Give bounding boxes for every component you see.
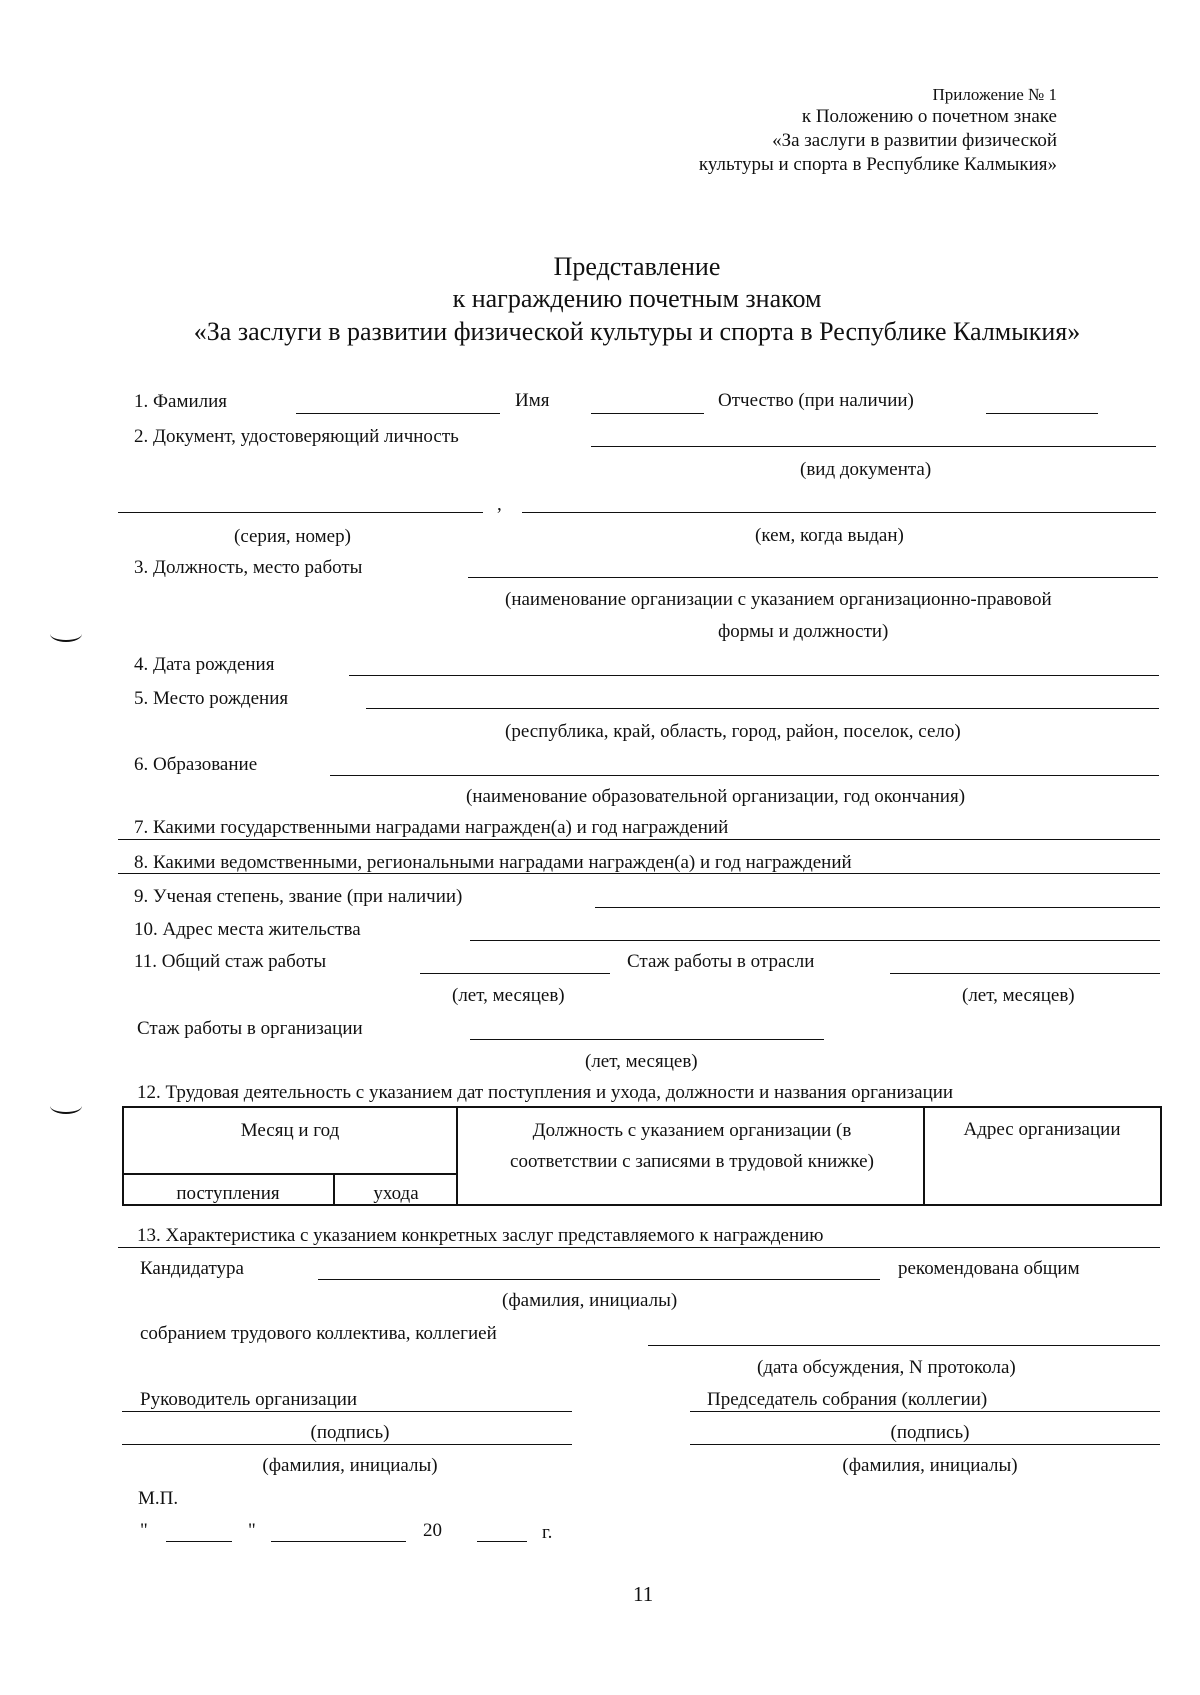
identity-document-label: 2. Документ, удостоверяющий личность [134, 426, 459, 447]
surname-label: 1. Фамилия [134, 391, 228, 412]
head-signature-field[interactable] [122, 1444, 572, 1445]
state-awards-field[interactable] [118, 839, 1160, 840]
recommended-label: рекомендована общим [898, 1258, 1080, 1279]
position-hint-line-2: формы и должности) [718, 621, 889, 642]
education-field[interactable] [330, 775, 1159, 776]
education-label: 6. Образование [134, 754, 258, 775]
margin-mark-icon [50, 626, 82, 642]
chairman-label: Председатель собрания (коллегии) [707, 1389, 988, 1410]
document-title: Представление [553, 252, 721, 281]
series-number-field[interactable] [118, 512, 483, 513]
chairman-name-field[interactable] [690, 1411, 1160, 1412]
appendix-line-3: «За заслуги в развитии физической [772, 130, 1057, 151]
document-type-hint: (вид документа) [800, 459, 932, 480]
organization-experience-field[interactable] [470, 1039, 824, 1040]
candidacy-hint: (фамилия, инициалы) [502, 1290, 678, 1311]
document-subtitle: к награждению почетным знаком [452, 284, 822, 313]
academic-degree-field[interactable] [595, 907, 1160, 908]
organization-experience-label: Стаж работы в организации [137, 1018, 363, 1039]
residence-address-field[interactable] [470, 940, 1160, 941]
total-experience-label: 11. Общий стаж работы [134, 951, 327, 972]
surname-field[interactable] [296, 413, 500, 414]
birth-place-field[interactable] [366, 708, 1159, 709]
name-field[interactable] [591, 413, 704, 414]
department-awards-field[interactable] [118, 873, 1160, 874]
date-year-prefix: 20 [423, 1520, 442, 1541]
chairman-fio-hint: (фамилия, инициалы) [842, 1455, 1018, 1476]
date-month-field[interactable] [271, 1541, 406, 1542]
academic-degree-label: 9. Ученая степень, звание (при наличии) [134, 886, 463, 907]
margin-mark-icon [50, 1098, 82, 1114]
date-day-field[interactable] [166, 1541, 232, 1542]
head-name-field[interactable] [122, 1411, 572, 1412]
award-name: «За заслуги в развитии физической культуры и спорта в Республике Калмыкия» [193, 317, 1081, 346]
month-year-header: Месяц и год [240, 1120, 340, 1141]
position-field[interactable] [468, 577, 1158, 578]
date-quote-open: " [140, 1520, 148, 1541]
position-label: 3. Должность, место работы [134, 557, 363, 578]
candidacy-label: Кандидатура [140, 1258, 244, 1279]
position-header-line-2: соответствии с записями в трудовой книжке) [510, 1151, 874, 1172]
address-header: Адрес организации [963, 1119, 1121, 1140]
appendix-line-4: культуры и спорта в Республике Калмыкия» [698, 154, 1057, 175]
characteristic-field[interactable] [118, 1247, 1160, 1248]
position-hint-line-1: (наименование организации с указанием организационно-правовой [505, 589, 1052, 610]
start-date-subheader: поступления [176, 1183, 280, 1204]
organization-experience-hint: (лет, месяцев) [585, 1051, 698, 1072]
birth-place-hint: (республика, край, область, город, район, поселок, село) [505, 721, 961, 742]
patronymic-label: Отчество (при наличии) [718, 390, 914, 411]
comma-separator: , [497, 494, 502, 515]
birth-date-label: 4. Дата рождения [134, 654, 275, 675]
birth-place-label: 5. Место рождения [134, 688, 289, 709]
assembly-label: собранием трудового коллектива, коллегией [140, 1323, 497, 1344]
residence-address-label: 10. Адрес места жительства [134, 919, 361, 940]
position-header-line-1: Должность с указанием организации (в [532, 1120, 852, 1141]
head-fio-hint: (фамилия, инициалы) [262, 1455, 438, 1476]
patronymic-field[interactable] [986, 413, 1098, 414]
total-experience-field[interactable] [420, 973, 610, 974]
end-date-subheader: ухода [373, 1183, 419, 1204]
industry-experience-field[interactable] [890, 973, 1160, 974]
characteristic-label: 13. Характеристика с указанием конкретных заслуг представляемого к награждению [137, 1225, 824, 1246]
discussion-field[interactable] [648, 1345, 1160, 1346]
appendix-number: Приложение № 1 [932, 85, 1057, 104]
appendix-line-2: к Положению о почетном знаке [801, 106, 1057, 127]
work-history-label: 12. Трудовая деятельность с указанием дат поступления и ухода, должности и названия организации [137, 1082, 954, 1103]
head-of-organization-label: Руководитель организации [140, 1389, 358, 1410]
date-year-field[interactable] [477, 1541, 527, 1542]
birth-date-field[interactable] [349, 675, 1159, 676]
issued-by-hint: (кем, когда выдан) [755, 525, 904, 546]
industry-experience-label: Стаж работы в отрасли [627, 951, 815, 972]
date-year-suffix: г. [542, 1522, 553, 1543]
issued-by-field[interactable] [522, 512, 1156, 513]
head-signature-hint: (подпись) [310, 1422, 390, 1443]
chairman-signature-field[interactable] [690, 1444, 1160, 1445]
series-number-hint: (серия, номер) [234, 526, 351, 547]
page-number: 11 [633, 1582, 654, 1606]
discussion-hint: (дата обсуждения, N протокола) [757, 1357, 1016, 1378]
candidacy-field[interactable] [318, 1279, 880, 1280]
document-type-field[interactable] [591, 446, 1156, 447]
education-hint: (наименование образовательной организации, год окончания) [466, 786, 966, 807]
total-experience-hint: (лет, месяцев) [452, 985, 565, 1006]
chairman-signature-hint: (подпись) [890, 1422, 970, 1443]
date-quote-close: " [248, 1520, 256, 1541]
state-awards-label: 7. Какими государственными наградами награжден(а) и год награждений [134, 817, 729, 838]
name-label: Имя [515, 390, 550, 411]
department-awards-label: 8. Какими ведомственными, региональными наградами награжден(а) и год награждений [134, 852, 852, 873]
industry-experience-hint: (лет, месяцев) [962, 985, 1075, 1006]
stamp-place-label: М.П. [138, 1488, 179, 1509]
